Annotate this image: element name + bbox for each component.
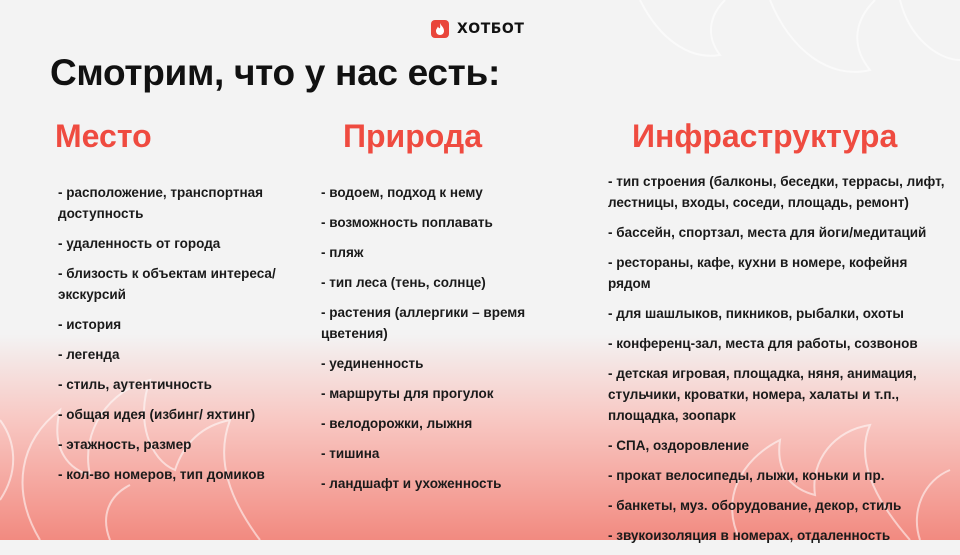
column-list-nature — [321, 182, 561, 503]
list-item: - уединенность — [321, 356, 424, 371]
list-item: - стиль, аутентичность — [58, 377, 212, 392]
list-item: - пляж — [321, 245, 364, 260]
column-list-place — [58, 182, 293, 494]
list-item: - СПА, оздоровление — [608, 438, 750, 453]
column-list-infrastructure — [608, 171, 953, 555]
list-item: - этажность, размер — [58, 437, 192, 452]
list-item: - тишина — [321, 446, 380, 461]
list-item: - ландшафт и ухоженность — [321, 476, 502, 491]
list-item: - тип леса (тень, солнце) — [321, 275, 486, 290]
brand-name: ХОТБОТ — [457, 21, 525, 37]
list-item: - близость к объектам интереса/ экскурсий — [58, 266, 276, 302]
column-heading-infrastructure: Инфраструктура — [632, 118, 898, 154]
list-item: - детская игровая, площадка, няня, анимация, стульчики, кроватки, номера, халаты и т.п., площадка, зоопарк — [608, 366, 917, 423]
list-item: - рестораны, кафе, кухни в номере, кофейня рядом — [608, 255, 908, 291]
list-item: - кол-во номеров, тип домиков — [58, 467, 265, 482]
page-title: Смотрим, что у нас есть: — [50, 52, 500, 93]
list-item: - маршруты для прогулок — [321, 386, 494, 401]
column-heading-place: Место — [55, 118, 152, 154]
list-item: - тип строения (балконы, беседки, террасы, лифт, лестницы, входы, соседи, площадь, ремонт) — [608, 174, 945, 210]
list-item: - банкеты, муз. оборудование, декор, стиль — [608, 498, 902, 513]
list-item: - общая идея (избинг/ яхтинг) — [58, 407, 256, 422]
list-item: - легенда — [58, 347, 120, 362]
list-item: - конференц-зал, места для работы, созвонов — [608, 336, 918, 351]
list-item: - расположение, транспортная доступность — [58, 185, 264, 221]
list-item: - водоем, подход к нему — [321, 185, 483, 200]
list-item: - звукоизоляция в номерах, отдаленность — [608, 528, 891, 543]
list-item: - возможность поплавать — [321, 215, 493, 230]
flame-logo-icon — [431, 20, 449, 38]
list-item: - для шашлыков, пикников, рыбалки, охоты — [608, 306, 904, 321]
list-item: - удаленность от города — [58, 236, 221, 251]
list-item: - история — [58, 317, 122, 332]
brand-logo — [431, 20, 524, 38]
list-item: - велодорожки, лыжня — [321, 416, 473, 431]
column-heading-nature: Природа — [343, 118, 482, 154]
list-item: - прокат велосипеды, лыжи, коньки и пр. — [608, 468, 885, 483]
list-item: - бассейн, спортзал, места для йоги/медитаций — [608, 225, 927, 240]
list-item: - растения (аллергики – время цветения) — [321, 305, 526, 341]
decorative-flame-top-right — [600, 0, 960, 120]
